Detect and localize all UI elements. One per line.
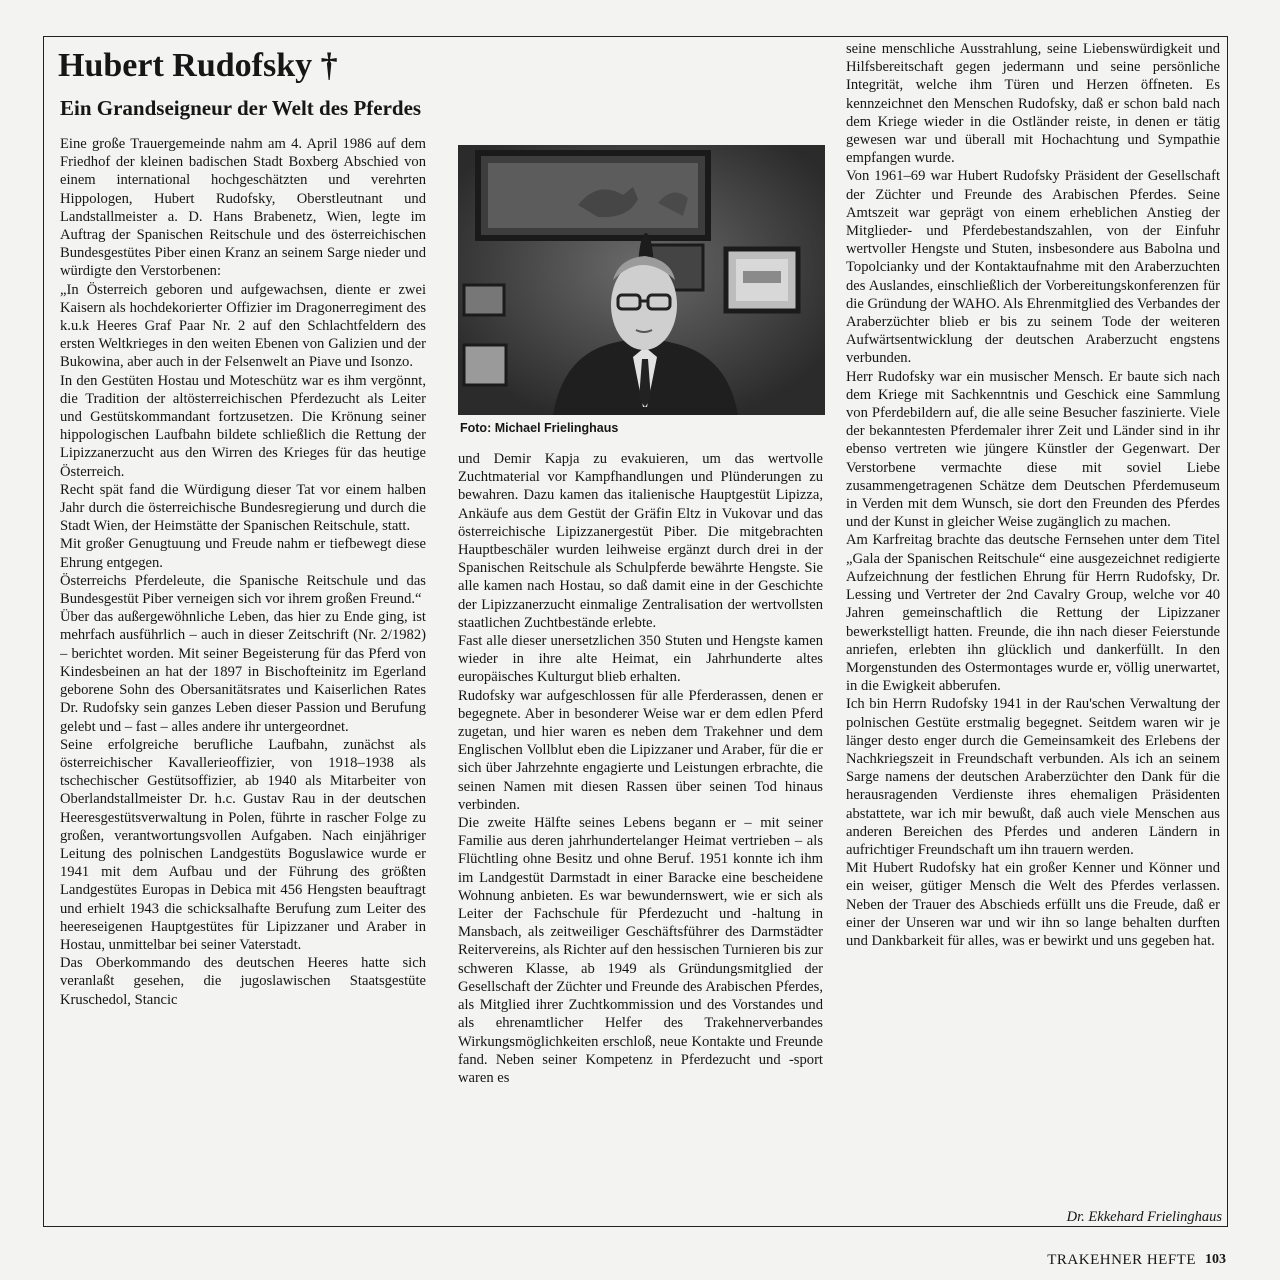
paragraph: Fast alle dieser unersetzlichen 350 Stuten und Hengste kamen wieder in ihre alte Heimat, ein Jahrhunderte altes europäisches Kulturgut blieb erhalten. [458, 633, 823, 686]
paragraph: Von 1961–69 war Hubert Rudofsky Präsident der Gesellschaft der Züchter und Freunde des Arabischen Pferdes. Seine Amtszeit war geprägt von einem erheblichen Anstieg der Mitglieder- und Pferdebestandszahlen, von der Einfuhr wertvoller Hengste und Stuten, insbesondere aus Babolna und Topolcianky und der Kontaktaufnahme mit den Araberzuchten des Auslandes, einschließlich der Vorbereitungskonferenzen für die Gründung der WAHO. Als Ehrenmitglied des Verbandes der Araberzüchter blieb er bis zu seinem Tode der weiteren Aufwärtsentwicklung der deutschen Araberzucht engstens verbunden. [846, 168, 1220, 367]
paragraph: Recht spät fand die Würdigung dieser Tat vor einem halben Jahr durch die österreichische Bundesregierung und durch die Stadt Wien, der Heimstätte der Spanischen Reitschule, statt. [60, 481, 426, 535]
paragraph: Die zweite Hälfte seines Lebens begann er – mit seiner Familie aus deren jahrhundertelanger Heimat vertrieben – als Flüchtling ohne Besitz und ohne Beruf. 1951 konnte ich ihm im Landgestüt Darmstadt in einer Baracke eine bescheidene Wohnung anbieten. Es war bewundernswert, wie er sich als Leiter der Fachschule für Pferdezucht und -haltung in Mansbach, als zeitweiliger Geschäftsführer des Darmstädter Reitervereins, als Richter auf den hessischen Turnieren bis zur schweren Klasse, ab 1949 als Gründungsmitglied der Gesellschaft der Züchter und Freunde des Arabischen Pferdes, als Mitglied ihrer Zuchtkommission und des Vorstandes und als ehrenamtlicher Helfer des Trakehnerverbandes Wirkungsmöglichkeiten erschloß, neue Kontakte und Freunde fand. Neben seiner Kompetenz in Pferdezucht und -sport waren es [458, 815, 823, 1086]
photo-caption: Foto: Michael Frielinghaus [460, 421, 619, 435]
portrait-photo [458, 145, 825, 415]
footer-journal-name: TRAKEHNER HEFTE [1047, 1252, 1196, 1268]
paragraph: In den Gestüten Hostau und Moteschütz war es ihm vergönnt, die Tradition der altösterreichischen Pferdezucht als Leiter und Gestütskommandant fortzusetzen. Die Krönung seiner hippologischen Laufbahn bildete schließlich die Rettung der Lipizzanerzucht aus den Wirren des Krieges für das heutige Österreich. [60, 372, 426, 480]
article-subtitle: Ein Grandseigneur der Welt des Pferdes [60, 96, 422, 120]
paragraph: Eine große Trauergemeinde nahm am 4. April 1986 auf dem Friedhof der kleinen badischen Stadt Boxberg Abschied von einem international hochgeschätzten und verehrten Hippologen, Hubert Rudofsky, Oberstleutnant und Landstallmeister a. D. Hans Brabenetz, Wien, legte im Auftrag der Spanischen Reitschule und des österreichischen Bundesgestütes Piber einen Kranz an seinem Sarge nieder und würdigte den Verstorbenen: [60, 136, 426, 280]
text-column-3 [846, 40, 1220, 1200]
paragraph: Österreichs Pferdeleute, die Spanische Reitschule und das Bundesgestüt Piber verneigen sich vor ihrem großen Freund.“ [60, 572, 426, 608]
paragraph: Seine erfolgreiche berufliche Laufbahn, zunächst als österreichischer Kavallerieoffizier, von 1918–1938 als tschechischer Gestütsoffizier, ab 1940 als Mitarbeiter von Oberlandstallmeister Dr. h.c. Gustav Rau in der deutschen Heeresgestütsverwaltung in Polen, führte in rascher Folge zu großen, verantwortungsvollen Aufgaben. Nach einjähriger Leitung des polnischen Landgestüts Boguslawice wurde er 1941 mit dem Aufbau und der Führung des größten Landgestütes Europas in Debica mit 456 Hengsten beauftragt und erhielt 1943 die schicksalhafte Berufung zum Leiter des heereseigenen Hauptgestütes für Lipizzaner und Araber in Hostau, unmittelbar bei seiner Vaterstadt. [60, 736, 426, 953]
paragraph: Über das außergewöhnliche Leben, das hier zu Ende ging, ist mehrfach ausführlich – auch in dieser Zeitschrift (Nr. 2/1982) – berichtet worden. Mit seiner Begeisterung für das Pferd von Kindesbeinen an hat der 1897 in Bischofteinitz im Egerland geborene Sohn des Obersanitätsrates und Kaiserlichen Rates Dr. Rudofsky sein ganzes Leben dieser Passion und Berufung gelebt und – fast – alles andere ihr untergeordnet. [60, 609, 426, 735]
article-title: Hubert Rudofsky † [58, 47, 338, 84]
footer-page-number: 103 [1205, 1252, 1226, 1267]
paragraph: seine menschliche Ausstrahlung, seine Liebenswürdigkeit und Hilfsbereitschaft gegen jedermann und seine persönliche Integrität, welche ihm Türen und Herzen öffneten. Es kennzeichnet den Menschen Rudofsky, daß er schon bald nach dem Kriege wieder in die Ostländer reiste, in denen er tätig gewesen war und überall mit Hochachtung und Sympathie empfangen wurde. [846, 41, 1220, 167]
paragraph: Das Oberkommando des deutschen Heeres hatte sich veranlaßt gesehen, die jugoslawischen Staatsgestüte Kruschedol, Stancic [60, 955, 426, 1008]
author-signature: Dr. Ekkehard Frielinghaus [1066, 1209, 1222, 1225]
text-column-2 [458, 450, 823, 1230]
paragraph: Mit großer Genugtuung und Freude nahm er tiefbewegt diese Ehrung entgegen. [60, 536, 426, 571]
portrait-photo-image [458, 145, 825, 415]
paragraph: „In Österreich geboren und aufgewachsen, diente er zwei Kaisern als hochdekorierter Offizier im Dragonerregiment des k.u.k Heeres Graf Paar Nr. 2 auf den Schlachtfeldern des ersten Weltkrieges in den weiten Ebenen von Galizien und der Bukowina, aber auch in der Felsenwelt an Piave und Isonzo. [60, 281, 426, 371]
paragraph: und Demir Kapja zu evakuieren, um das wertvolle Zuchtmaterial vor Kampfhandlungen und Plünderungen zu bewahren. Dazu kamen das italienische Hauptgestüt Lipizza, Ankäufe aus dem Gestüt der Gräfin Eltz in Vukovar und das österreichische Lipizzanergestüt Piber. Die mitgebrachten Hauptbeschäler wurden leihweise ergänzt durch drei in der Spanischen Reitschule als Schulpferde bewährte Hengste. Sie alle kamen nach Hostau, so daß damit eine in der Geschichte der Lipizzanerzucht einmalige Zentralisation der wertvollsten staatlichen Zuchtbestände erlebte. [458, 451, 823, 631]
paragraph: Herr Rudofsky war ein musischer Mensch. Er baute sich nach dem Kriege mit Sachkenntnis und Geschick eine Sammlung von Pferdebildern auf, die alle seine Besucher faszinierte. Viele der bekanntesten Pferdemaler ihrer Zeit und Länder sind in ihr ebenso vertreten wie jüngere Künstler der Gegenwart. Der Verstorbene vermachte diese mit soviel Liebe zusammengetragenen Schätze dem Deutschen Pferdemuseum in Verden mit dem Wunsch, sie dort den Freunden des Pferdes und der Kunst in gleicher Weise zugänglich zu machen. [846, 368, 1220, 531]
paragraph: Am Karfreitag brachte das deutsche Fernsehen unter dem Titel „Gala der Spanischen Reitschule“ eine ausgezeichnet redigierte Aufzeichnung der festlichen Ehrung für Herrn Rudofsky, Dr. Lessing und Vertreter der 2nd Cavalry Group, welche vor 40 Jahren gemeinschaftlich die Rettung der Lipizzaner bewerkstelligt hatten. Freunde, die ihn nach dieser Feierstunde anriefen, erlebten ihn glücklich und dankerfüllt. In den Morgenstunden des Ostermontages wurde er, völlig unerwartet, in die Ewigkeit abberufen. [846, 532, 1220, 695]
paragraph: Rudofsky war aufgeschlossen für alle Pferderassen, denen er begegnete. Aber in besonderer Weise war er dem edlen Pferd zugetan, und hier waren es neben dem Trakehner und dem Englischen Vollblut eben die Lipizzaner und Araber, für die er sich über Jahrzehnte engagierte und Leistungen erbrachte, die seinen Namen mit diesen Rassen über seinen Tod hinaus verbinden. [458, 687, 823, 813]
paragraph: Mit Hubert Rudofsky hat ein großer Kenner und Könner und ein weiser, gütiger Mensch die Welt des Pferdes verlassen. Neben der Trauer des Abschieds erfüllt uns die Freude, daß er einer der Unseren war und wir ihn so lange behalten durften und Dankbarkeit für alles, was er bewirkt und uns gegeben hat. [846, 860, 1220, 949]
text-column-1 [60, 135, 426, 1223]
paragraph: Ich bin Herrn Rudofsky 1941 in der Rau'schen Verwaltung der polnischen Gestüte erstmalig begegnet. Seitdem waren wir je länger desto enger durch die Gemeinsamkeit des Erlebens der Nachkriegszeit in Freundschaft verbunden. Als ich an seinem Sarge namens der deutschen Araberzüchter den Dank für die herausragenden Verdienste ihres ehemaligen Präsidenten abstattete, war ich mir bewußt, daß auch viele Menschen aus anderen Bereichen des Pferdes und anderen Ländern in aufrichtiger Freundschaft um ihn trauern werden. [846, 696, 1220, 858]
